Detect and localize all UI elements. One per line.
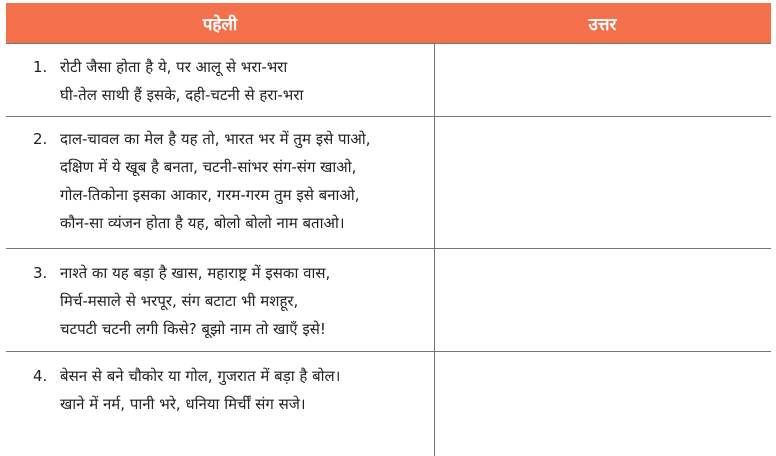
riddle-line: कौन-सा व्यंजन होता है यह, बोलो बोलो नाम बताओ।	[60, 214, 345, 232]
riddle-number: 1.	[33, 58, 48, 76]
riddle-line: दाल-चावल का मेल है यह तो, भारत भर में तुम इसे पाओ,	[60, 130, 371, 148]
riddle-line: खाने में नर्म, पानी भरे, धनिया मिर्चीं संग सजे।	[60, 395, 306, 413]
riddle-row-3	[6, 249, 771, 352]
riddle-number: 4.	[33, 367, 48, 385]
riddle-line: मिर्च-मसाले से भरपूर, संग बटाटा भी मशहूर,	[60, 292, 299, 310]
riddle-line: नाश्ते का यह बड़ा है खास, महाराष्ट्र में इसका वास,	[60, 264, 331, 282]
riddle-cell	[6, 352, 434, 456]
riddle-row-2	[6, 117, 771, 249]
answer-cell-1[interactable]	[434, 44, 771, 117]
riddle-number: 2.	[33, 130, 48, 148]
riddle-row-4	[6, 352, 771, 456]
riddle-line: घी-तेल साथी हैं इसके, दही-चटनी से हरा-भरा	[60, 86, 304, 104]
answer-cell-4[interactable]	[434, 352, 771, 456]
riddle-line: गोल-तिकोना इसका आकार, गरम-गरम तुम इसे बनाओ,	[60, 186, 360, 204]
riddle-column-header: पहेली	[6, 3, 434, 44]
riddle-row-1	[6, 44, 771, 117]
riddle-line: चटपटी चटनी लगी किसे? बूझो नाम तो खाएँ इसे!	[60, 320, 326, 338]
answer-column-header: उत्तर	[434, 3, 771, 44]
riddle-cell	[6, 117, 434, 249]
riddle-number: 3.	[33, 264, 48, 282]
riddle-cell	[6, 44, 434, 117]
riddle-line: बेसन से बने चौकोर या गोल, गुजरात में बड़ा है बोल।	[60, 367, 341, 385]
riddle-table	[6, 3, 771, 456]
answer-cell-3[interactable]	[434, 249, 771, 352]
riddle-line: रोटी जैसा होता है ये, पर आलू से भरा-भरा	[60, 58, 288, 76]
riddle-cell	[6, 249, 434, 352]
table-header-row	[6, 3, 771, 44]
riddle-line: दक्षिण में ये खूब है बनता, चटनी-सांभर संग-संग खाओ,	[60, 158, 357, 176]
answer-cell-2[interactable]	[434, 117, 771, 249]
